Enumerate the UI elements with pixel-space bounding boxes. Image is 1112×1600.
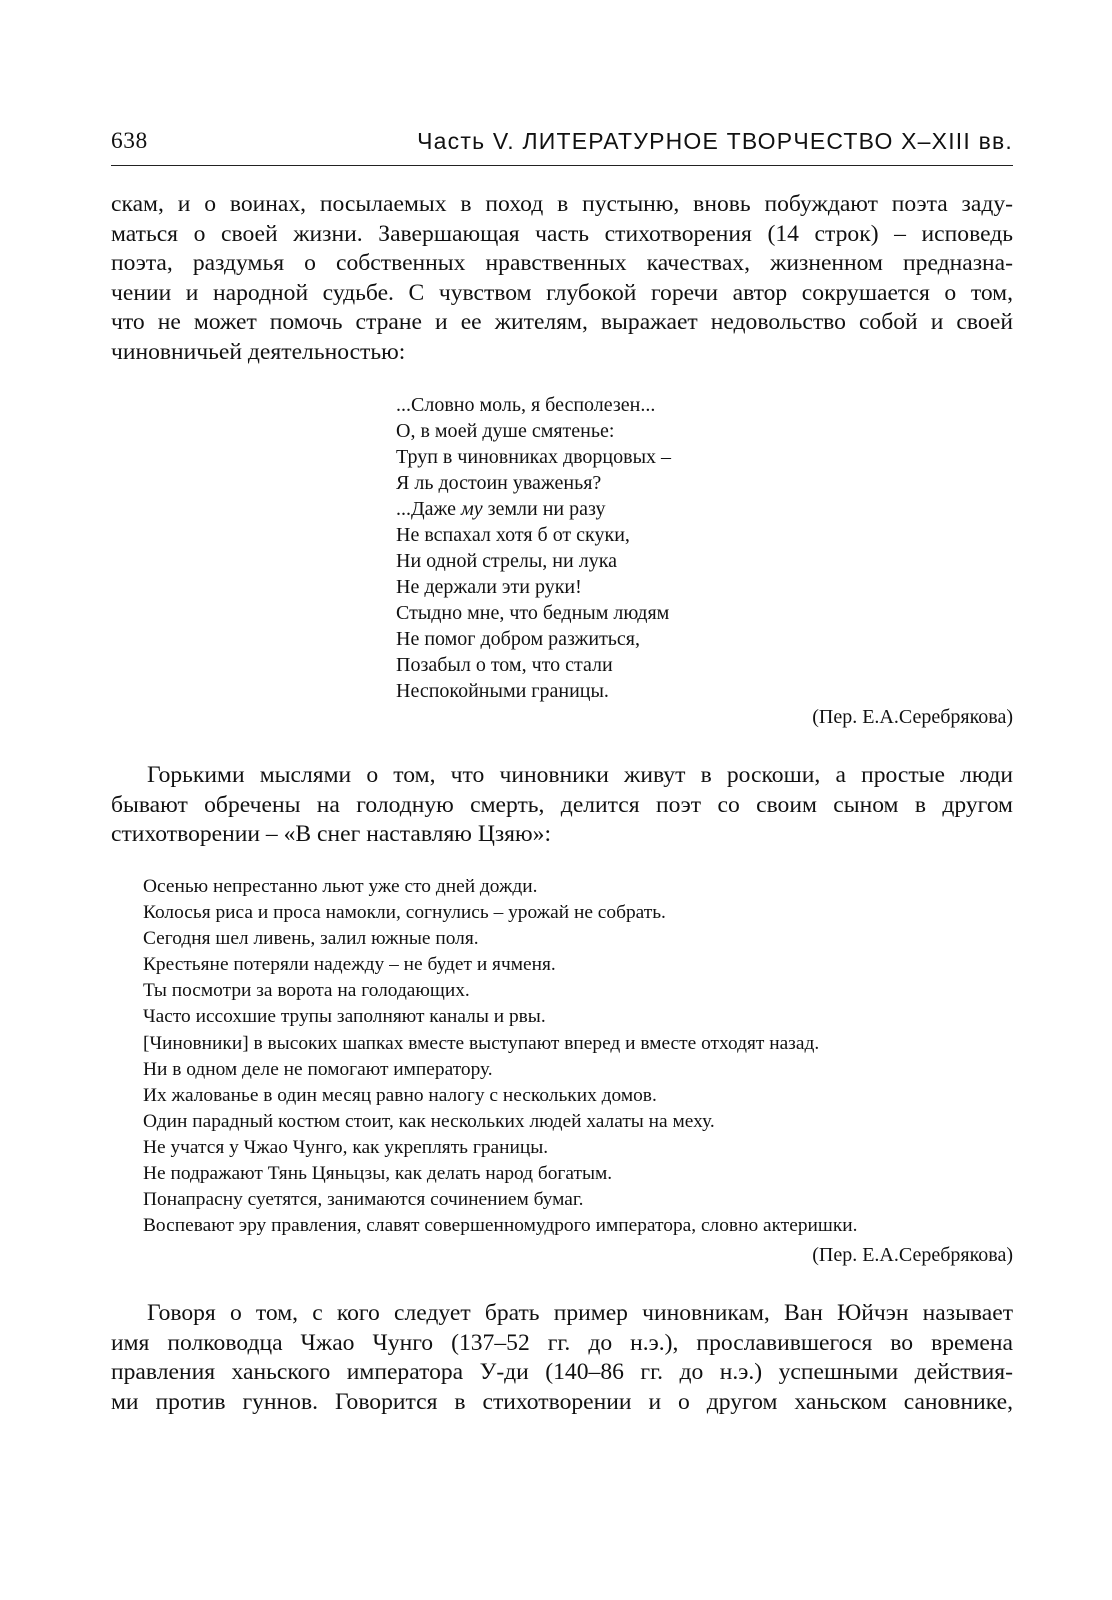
- verse-line: Ты посмотри за ворота на голодающих.: [143, 980, 470, 1002]
- verse-line: Не учатся у Чжао Чунго, как укреплять границы.: [143, 1136, 549, 1158]
- verse-line: Не подражают Тянь Цяньцзы, как делать народ богатым.: [143, 1163, 613, 1185]
- text-line: правления ханьского императора У-ди (140–86 гг. до н.э.) успешными действия-: [111, 1359, 1013, 1385]
- verse-line: Не вспахал хотя б от скуки,: [396, 524, 630, 546]
- text-line: имя полководца Чжао Чунго (137–52 гг. до н.э.), прославившегося во времена: [111, 1329, 1013, 1356]
- book-page: [111, 0, 1013, 1600]
- text-line: стихотворении – «В снег наставляю Цзяю»:: [111, 821, 552, 847]
- text-line: поэта, раздумья о собственных нравственных качествах, жизненном предназна-: [111, 250, 1013, 276]
- verse-line: [396, 496, 671, 522]
- verse-line: Их жалованье в один месяц равно налогу с нескольких домов.: [143, 1084, 657, 1106]
- paragraph-2: [111, 761, 1013, 850]
- verse-line: Не держали эти руки!: [396, 576, 582, 598]
- verse-line-start: ...Даже: [396, 498, 461, 520]
- text-line: ми против гуннов. Говорится в стихотворении и о другом ханьском сановнике,: [111, 1388, 1013, 1415]
- verse-line: Не помог добром разжиться,: [396, 628, 641, 650]
- text-line: чении и народной судьбе. С чувством глубокой горечи автор сокрушается о том,: [111, 279, 1013, 306]
- verse-line: Часто иссохшие трупы заполняют каналы и рвы.: [143, 1006, 546, 1028]
- verse-line: Позабыл о том, что стали: [396, 654, 613, 676]
- paragraph-3: [111, 1299, 1013, 1417]
- italic-word: му: [460, 498, 483, 520]
- text-line: что не может помочь стране и ее жителям, выражает недовольство собой и своей: [111, 309, 1013, 335]
- text-line: Горькими мыслями о том, что чиновники живут в роскоши, а простые люди: [147, 762, 1013, 788]
- verse-line: ...Словно моль, я бесполезен...: [396, 394, 656, 416]
- verse-line-end: земли ни разу: [482, 498, 606, 520]
- text-line: скам, и о воинах, посылаемых в поход в пустыню, вновь побуждают поэта заду-: [111, 191, 1013, 217]
- verse-line: Труп в чиновниках дворцовых –: [396, 446, 672, 468]
- verse-line: Один парадный костюм стоит, как нескольких людей халаты на меху.: [143, 1110, 715, 1132]
- verse-line: Крестьяне потеряли надежду – не будет и ячменя.: [143, 954, 556, 976]
- running-title: Часть V. ЛИТЕРАТУРНОЕ ТВОРЧЕСТВО X–XIII вв.: [417, 128, 1013, 154]
- verse-line: Я ль достоин уваженья?: [396, 472, 602, 494]
- verse-line: [Чиновники] в высоких шапках вместе выступают вперед и вместе отходят назад.: [143, 1032, 820, 1054]
- poem-2: [143, 874, 858, 1239]
- verse-line: О, в моей душе смятенье:: [396, 420, 615, 442]
- verse-line: Колосья риса и проса намокли, согнулись – урожай не собрать.: [143, 902, 666, 924]
- text-line: Говоря о том, с кого следует брать пример чиновникам, Ван Юйчэн называет: [147, 1300, 1013, 1326]
- verse-line: Неспокойными границы.: [396, 680, 609, 702]
- translator-credit: (Пер. Е.А.Серебрякова): [812, 706, 1013, 728]
- verse-line: Сегодня шел ливень, залил южные поля.: [143, 928, 479, 950]
- text-line: чиновничьей деятельностью:: [111, 338, 406, 365]
- running-head: [111, 128, 1013, 160]
- text-line: бывают обречены на голодную смерть, делится поэт со своим сыном в другом: [111, 791, 1013, 818]
- poem-1: [396, 392, 671, 704]
- page-number: 638: [111, 128, 148, 154]
- verse-line: Ни одной стрелы, ни лука: [396, 550, 617, 572]
- header-rule: [111, 165, 1013, 166]
- text-line: маться о своей жизни. Завершающая часть стихотворения (14 строк) – исповедь: [111, 220, 1013, 247]
- verse-line: Стыдно мне, что бедным людям: [396, 602, 670, 624]
- verse-line: Воспевают эру правления, славят совершенномудрого императора, словно актеришки.: [143, 1215, 858, 1237]
- paragraph-1: [111, 190, 1013, 367]
- verse-line: Осенью непрестанно льют уже сто дней дожди.: [143, 876, 538, 897]
- verse-line: Понапрасну суетятся, занимаются сочинением бумаг.: [143, 1189, 584, 1211]
- translator-credit: (Пер. Е.А.Серебрякова): [812, 1244, 1013, 1266]
- verse-line: Ни в одном деле не помогают императору.: [143, 1058, 493, 1080]
